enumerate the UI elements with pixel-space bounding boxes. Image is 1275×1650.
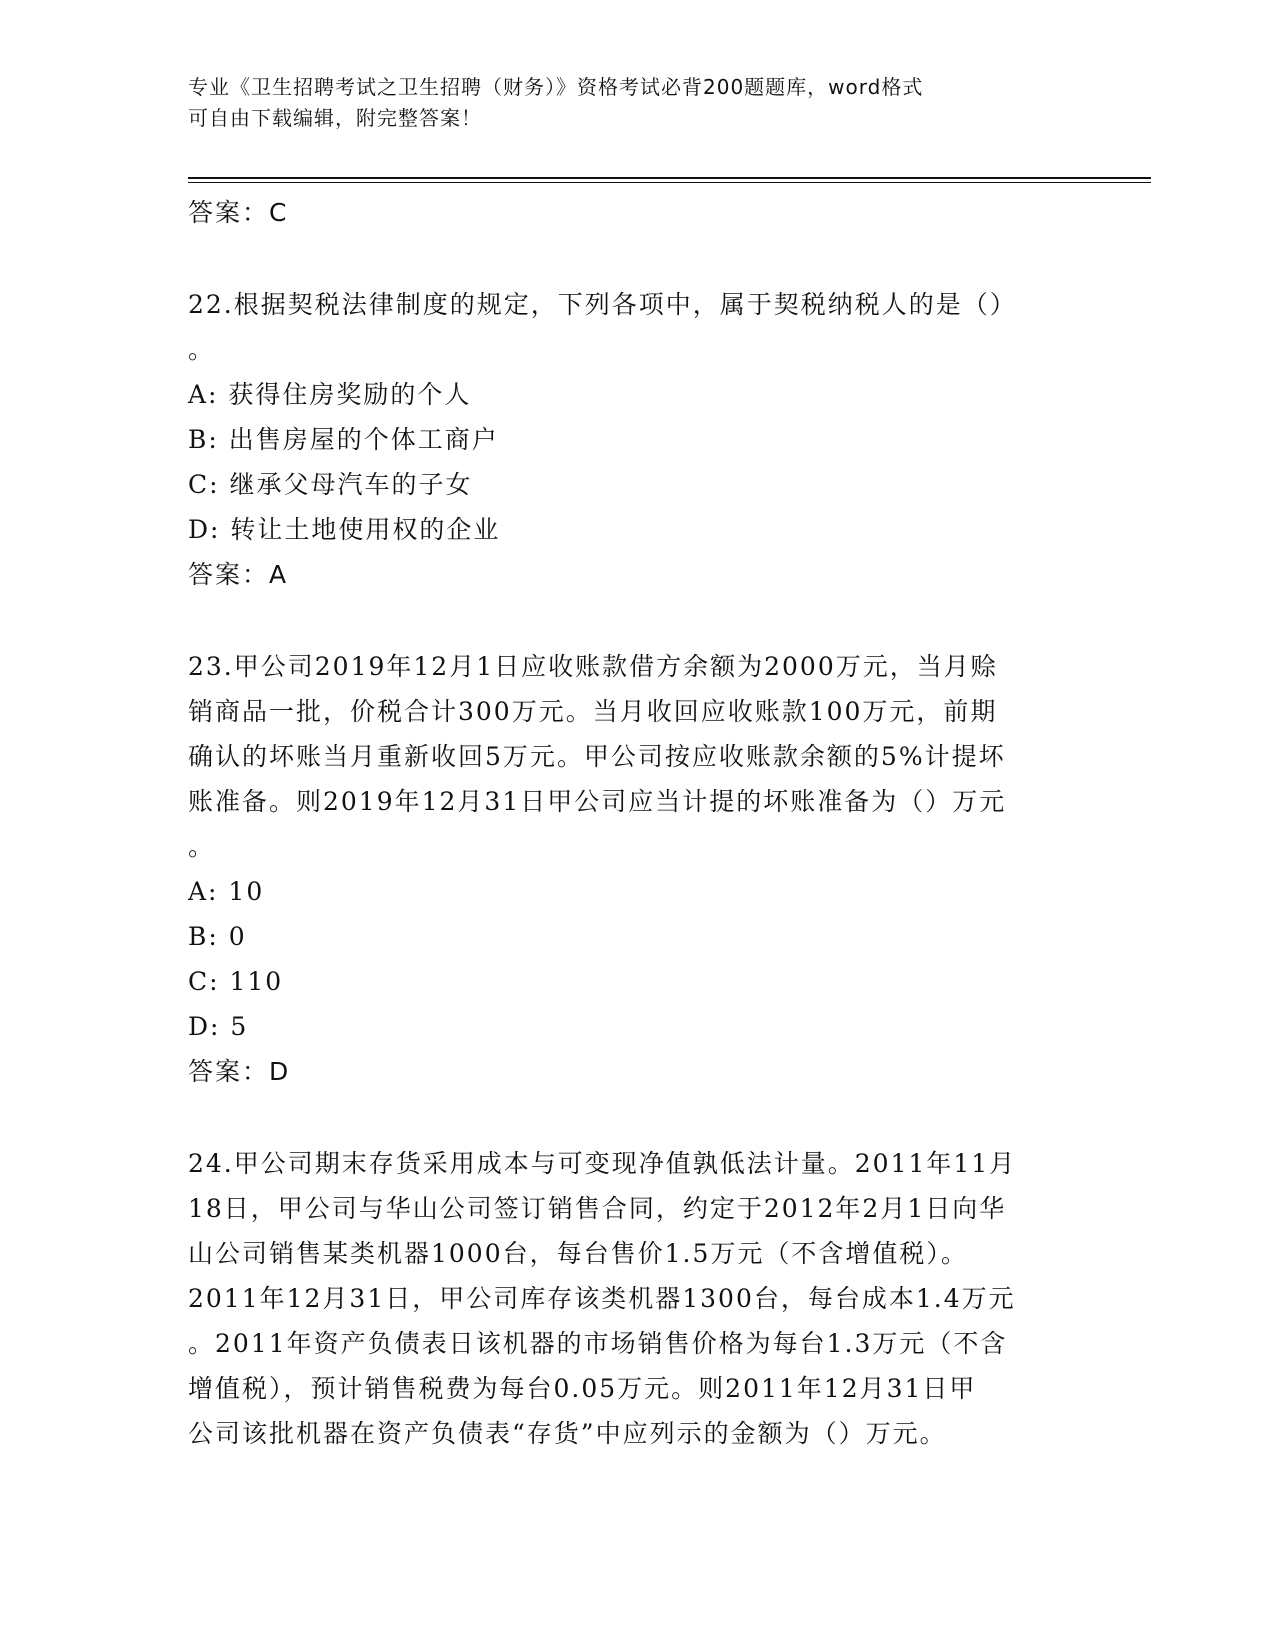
answer-previous: 答案：C — [188, 198, 289, 227]
question-22 — [188, 282, 1088, 597]
question-content — [188, 190, 1088, 1456]
question-23-option-d: D: 5 — [188, 1012, 249, 1041]
question-24 — [188, 1141, 1088, 1456]
question-24-line-4: 2011年12月31日，甲公司库存该类机器1300台，每台成本1.4万元 — [188, 1284, 1016, 1313]
question-23-option-a: A: 10 — [188, 877, 265, 906]
question-24-line-5: 。2011年资产负债表日该机器的市场销售价格为每台1.3万元（不含 — [188, 1329, 1008, 1358]
spacer — [188, 235, 1088, 282]
header-rule-thick — [188, 177, 1151, 179]
question-23-option-b: B: 0 — [188, 922, 247, 951]
question-22-option-d: D: 转让土地使用权的企业 — [188, 515, 501, 544]
question-24-line-1: 24.甲公司期末存货采用成本与可变现净值孰低法计量。2011年11月 — [188, 1149, 1017, 1178]
question-24-line-6: 增值税），预计销售税费为每台0.05万元。则2011年12月31日甲 — [188, 1374, 977, 1403]
answer-22: 答案：A — [188, 560, 289, 589]
spacer — [188, 597, 1088, 644]
question-23-option-c: C: 110 — [188, 967, 284, 996]
question-23-line-3: 确认的坏账当月重新收回5万元。甲公司按应收账款余额的5%计提坏 — [188, 742, 1006, 771]
question-24-line-3: 山公司销售某类机器1000台，每台售价1.5万元（不含增值税）。 — [188, 1239, 968, 1268]
question-24-line-7: 公司该批机器在资产负债表“存货”中应列示的金额为（）万元。 — [188, 1419, 947, 1448]
question-23 — [188, 644, 1088, 1094]
header-title-line-2: 可自由下载编辑，附完整答案！ — [188, 106, 482, 130]
page-header — [188, 72, 1068, 134]
spacer — [188, 1094, 1088, 1141]
question-23-line-1: 23.甲公司2019年12月1日应收账款借方余额为2000万元，当月赊 — [188, 652, 998, 681]
question-22-option-b: B: 出售房屋的个体工商户 — [188, 425, 499, 454]
question-23-line-4: 账准备。则2019年12月31日甲公司应当计提的坏账准备为（）万元 — [188, 787, 1007, 816]
question-22-line-2: 。 — [188, 335, 216, 364]
header-title-line-1: 专业《卫生招聘考试之卫生招聘（财务）》资格考试必背200题题库，word格式 — [188, 75, 924, 99]
header-rule-thin — [188, 182, 1151, 183]
question-23-line-2: 销商品一批，价税合计300万元。当月收回应收账款100万元，前期 — [188, 697, 998, 726]
question-23-line-5: 。 — [188, 832, 216, 861]
question-22-line-1: 22.根据契税法律制度的规定，下列各项中，属于契税纳税人的是（） — [188, 290, 1017, 319]
question-22-option-a: A: 获得住房奖励的个人 — [188, 380, 472, 409]
answer-23: 答案：D — [188, 1057, 291, 1086]
question-24-line-2: 18日，甲公司与华山公司签订销售合同，约定于2012年2月1日向华 — [188, 1194, 1007, 1223]
question-22-option-c: C: 继承父母汽车的子女 — [188, 470, 473, 499]
